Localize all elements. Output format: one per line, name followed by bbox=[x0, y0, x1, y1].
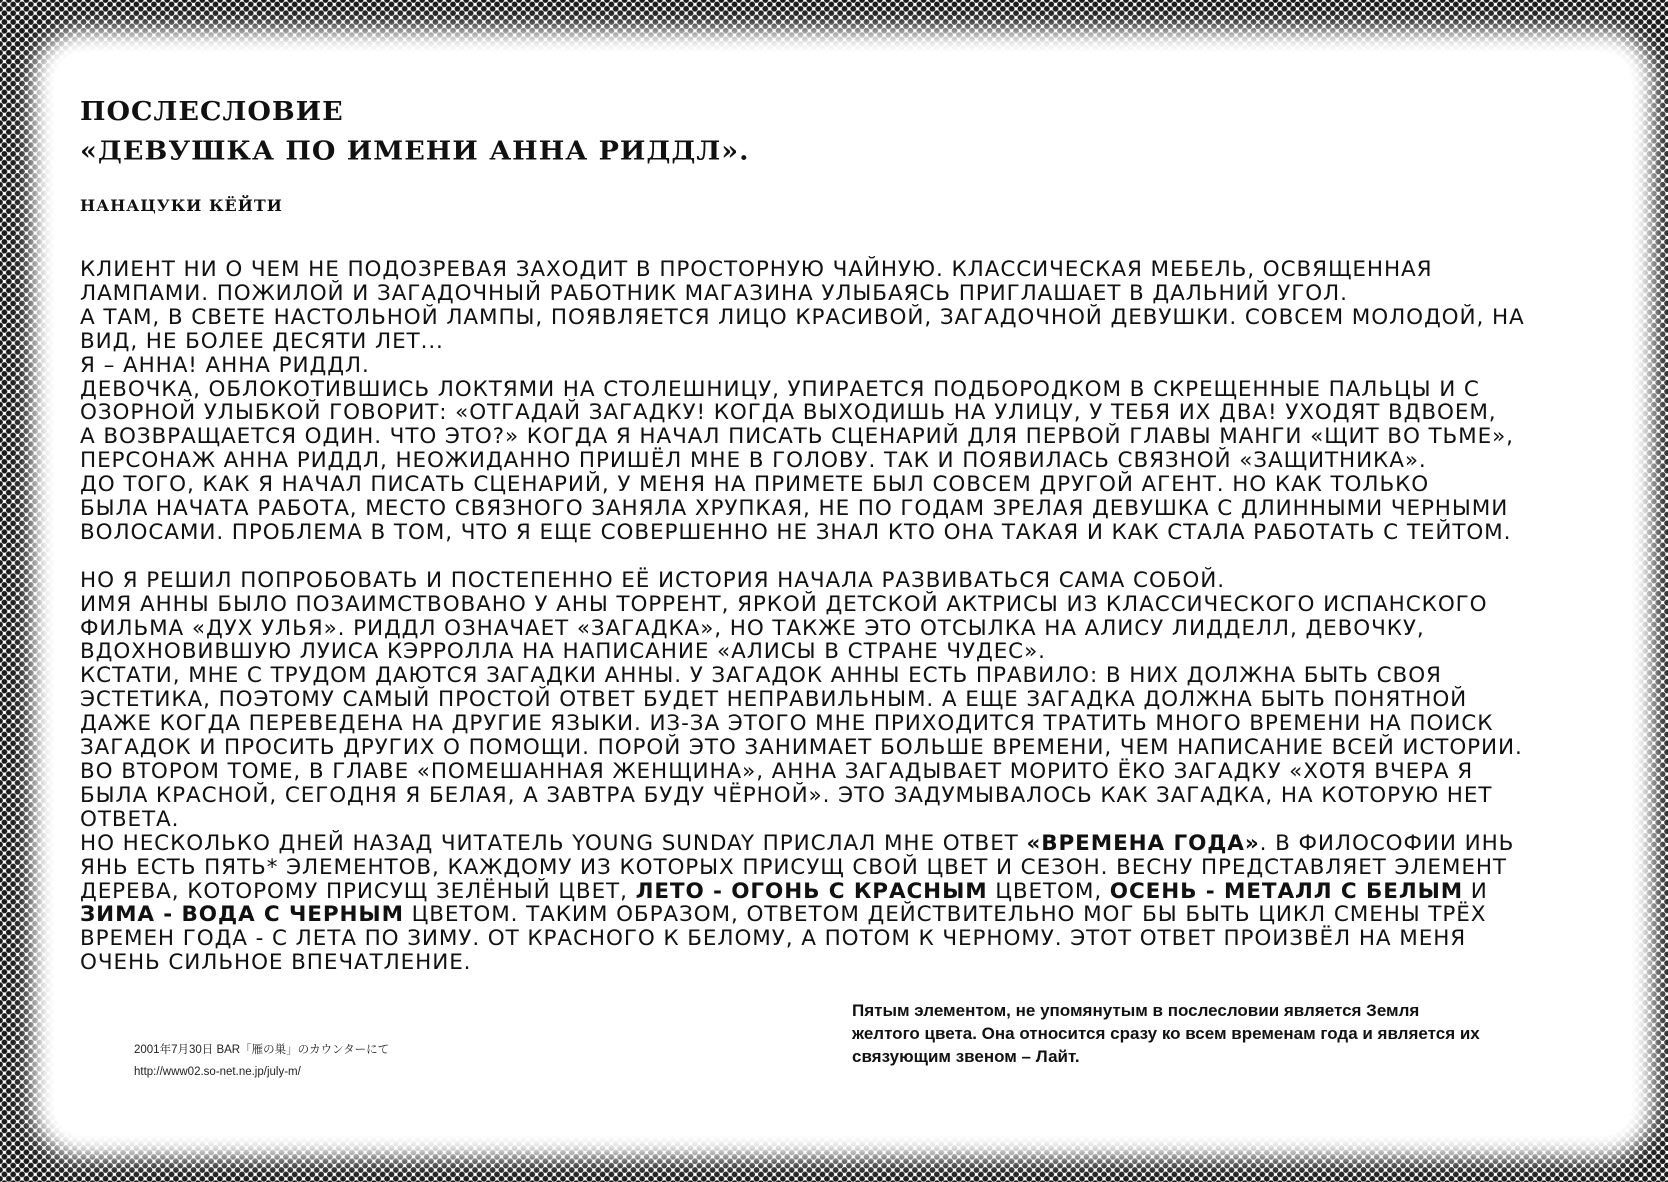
body-line bbox=[80, 903, 1540, 927]
body-text: НО НЕСКОЛЬКО ДНЕЙ НАЗАД ЧИТАТЕЛЬ YOUNG SUNDAY ПРИСЛАЛ МНЕ ОТВЕТ bbox=[80, 830, 1027, 856]
title-line-1: ПОСЛЕСЛОВИЕ bbox=[80, 96, 344, 128]
body-line: ПЕРСОНАЖ АННА РИДДЛ, НЕОЖИДАННО ПРИШЁЛ МНЕ В ГОЛОВУ. ТАК И ПОЯВИЛАСЬ СВЯЗНОЙ «ЗАЩИТНИКА». bbox=[80, 448, 1427, 474]
body-line: ЭСТЕТИКА, ПОЭТОМУ САМЫЙ ПРОСТОЙ ОТВЕТ БУДЕТ НЕПРАВИЛЬНЫМ. А ЕЩЕ ЗАГАДКА ДОЛЖНА БЫТЬ ПОНЯТНОЙ bbox=[80, 687, 1468, 713]
body-line: ВО ВТОРОМ ТОМЕ, В ГЛАВЕ «ПОМЕШАННАЯ ЖЕНЩИНА», АННА ЗАГАДЫВАЕТ МОРИТО ЁКО ЗАГАДКУ «ХОТЯ ВЧЕРА Я bbox=[80, 759, 1474, 785]
body-line: БЫЛА КРАСНОЙ, СЕГОДНЯ Я БЕЛАЯ, А ЗАВТРА БУДУ ЧЁРНОЙ». ЭТО ЗАДУМЫВАЛОСЬ КАК ЗАГАДКА, НА КОТОРУЮ НЕТ bbox=[80, 782, 1493, 808]
afterword-title bbox=[80, 93, 750, 171]
translator-footnote bbox=[852, 999, 1592, 1068]
body-line: ФИЛЬМА «ДУХ УЛЬЯ». РИДДЛ ОЗНАЧАЕТ «ЗАГАДКА», НО ТАКЖЕ ЭТО ОТСЫЛКА НА АЛИСУ ЛИДДЕЛЛ, ДЕВОЧКУ, bbox=[80, 615, 1425, 641]
footnote-line: связующим звеном – Лайт. bbox=[852, 1047, 1080, 1066]
body-line: КСТАТИ, МНЕ С ТРУДОМ ДАЮТСЯ ЗАГАДКИ АННЫ. У ЗАГАДОК АННЫ ЕСТЬ ПРАВИЛО: В НИХ ДОЛЖНА БЫТЬ СВОЯ bbox=[80, 663, 1442, 689]
footnote-line: желтого цвета. Она относится сразу ко всем временам года и является их bbox=[852, 1024, 1480, 1043]
title-line-2: «ДЕВУШКА ПО ИМЕНИ АННА РИДДЛ». bbox=[80, 135, 750, 167]
body-bold-text: ЗИМА - ВОДА С ЧЕРНЫМ bbox=[80, 902, 404, 928]
body-line: КЛИЕНТ НИ О ЧЕМ НЕ ПОДОЗРЕВАЯ ЗАХОДИТ В ПРОСТОРНУЮ ЧАЙНУЮ. КЛАССИЧЕСКАЯ МЕБЕЛЬ, ОСВЯЩЕННАЯ bbox=[80, 257, 1433, 282]
afterword-body bbox=[80, 258, 1540, 975]
body-line: ЯНЬ ЕСТЬ ПЯТЬ* ЭЛЕМЕНТОВ, КАЖДОМУ ИЗ КОТОРЫХ ПРИСУЩ СВОЙ ЦВЕТ И СЕЗОН. ВЕСНУ ПРЕДСТАВЛЯЕТ ЭЛЕМЕНТ bbox=[80, 854, 1507, 880]
body-line: ЛАМПАМИ. ПОЖИЛОЙ И ЗАГАДОЧНЫЙ РАБОТНИК МАГАЗИНА УЛЫБАЯСЬ ПРИГЛАШАЕТ В ДАЛЬНИЙ УГОЛ. bbox=[80, 280, 1348, 306]
body-line bbox=[80, 880, 1540, 904]
signature-url: http://www02.so-net.ne.jp/july-m/ bbox=[134, 1066, 301, 1078]
body-line: ДО ТОГО, КАК Я НАЧАЛ ПИСАТЬ СЦЕНАРИЙ, У МЕНЯ НА ПРИМЕТЕ БЫЛ СОВСЕМ ДРУГОЙ АГЕНТ. НО КАК ТОЛЬКО bbox=[80, 472, 1430, 498]
body-bold-text: «ВРЕМЕНА ГОДА» bbox=[1026, 830, 1260, 856]
author-signature bbox=[134, 1039, 389, 1083]
body-text: ЦВЕТОМ. ТАКИМ ОБРАЗОМ, ОТВЕТОМ ДЕЙСТВИТЕЛЬНО МОГ БЫ БЫТЬ ЦИКЛ СМЕНЫ ТРЁХ bbox=[403, 902, 1487, 928]
body-line: ВРЕМЕН ГОДА - С ЛЕТА ПО ЗИМУ. ОТ КРАСНОГО К БЕЛОМУ, А ПОТОМ К ЧЕРНОМУ. ЭТОТ ОТВЕТ ПРОИЗВЁЛ НА МЕНЯ bbox=[80, 926, 1467, 952]
body-line: ОЧЕНЬ СИЛЬНОЕ ВПЕЧАТЛЕНИЕ. bbox=[80, 950, 472, 976]
body-bold-text: ОСЕНЬ - МЕТАЛЛ С БЕЛЫМ bbox=[1109, 878, 1464, 904]
body-line: ВОЛОСАМИ. ПРОБЛЕМА В ТОМ, ЧТО Я ЕЩЕ СОВЕРШЕННО НЕ ЗНАЛ КТО ОНА ТАКАЯ И КАК СТАЛА РАБОТАТЬ С ТЕЙТОМ. bbox=[80, 519, 1512, 545]
body-line: ВДОХНОВИВШУЮ ЛУИСА КЭРРОЛЛА НА НАПИСАНИЕ «АЛИСЫ В СТРАНЕ ЧУДЕС». bbox=[80, 639, 1046, 665]
body-bold-text: ЛЕТО - ОГОНЬ С КРАСНЫМ bbox=[635, 878, 988, 904]
body-line: БЫЛА НАЧАТА РАБОТА, МЕСТО СВЯЗНОГО ЗАНЯЛА ХРУПКАЯ, НЕ ПО ГОДАМ ЗРЕЛАЯ ДЕВУШКА С ДЛИННЫМИ ЧЕРНЫМИ bbox=[80, 496, 1509, 522]
body-line: ЗАГАДОК И ПРОСИТЬ ДРУГИХ О ПОМОЩИ. ПОРОЙ ЭТО ЗАНИМАЕТ БОЛЬШЕ ВРЕМЕНИ, ЧЕМ НАПИСАНИЕ ВСЕЙ ИСТОРИИ. bbox=[80, 735, 1523, 761]
body-text: И bbox=[1463, 878, 1488, 904]
body-line: НО Я РЕШИЛ ПОПРОБОВАТЬ И ПОСТЕПЕННО ЕЁ ИСТОРИЯ НАЧАЛА РАЗВИВАТЬСЯ САМА СОБОЙ. bbox=[80, 567, 1225, 593]
body-text: ЦВЕТОМ, bbox=[987, 878, 1110, 904]
body-line: ДЕВОЧКА, ОБЛОКОТИВШИСЬ ЛОКТЯМИ НА СТОЛЕШНИЦУ, УПИРАЕТСЯ ПОДБОРОДКОМ В СКРЕЩЕННЫЕ ПАЛЬЦЫ И С bbox=[80, 376, 1480, 402]
body-text: . В ФИЛОСОФИИ ИНЬ bbox=[1259, 830, 1515, 856]
body-line: ДАЖЕ КОГДА ПЕРЕВЕДЕНА НА ДРУГИЕ ЯЗЫКИ. ИЗ-ЗА ЭТОГО МНЕ ПРИХОДИТСЯ ТРАТИТЬ МНОГО ВРЕМЕНИ НА ПОИСК bbox=[80, 711, 1494, 737]
body-line: Я – АННА! АННА РИДДЛ. bbox=[80, 352, 370, 378]
footnote-line: Пятым элементом, не упомянутым в послесловии является Земля bbox=[852, 1001, 1420, 1020]
body-line: А ВОЗВРАЩАЕТСЯ ОДИН. ЧТО ЭТО?» КОГДА Я НАЧАЛ ПИСАТЬ СЦЕНАРИЙ ДЛЯ ПЕРВОЙ ГЛАВЫ МАНГИ «ЩИТ ВО ТЬМЕ», bbox=[80, 424, 1514, 450]
body-line: ИМЯ АННЫ БЫЛО ПОЗАИМСТВОВАНО У АНЫ ТОРРЕНТ, ЯРКОЙ ДЕТСКОЙ АКТРИСЫ ИЗ КЛАССИЧЕСКОГО ИСПАНСКОГО bbox=[80, 591, 1488, 617]
body-line: ОЗОРНОЙ УЛЫБКОЙ ГОВОРИТ: «ОТГАДАЙ ЗАГАДКУ! КОГДА ВЫХОДИШЬ НА УЛИЦУ, У ТЕБЯ ИХ ДВА! УХОДЯТ ВДВОЕМ, bbox=[80, 400, 1497, 426]
body-line bbox=[80, 832, 1540, 856]
body-line: А ТАМ, В СВЕТЕ НАСТОЛЬНОЙ ЛАМПЫ, ПОЯВЛЯЕТСЯ ЛИЦО КРАСИВОЙ, ЗАГАДОЧНОЙ ДЕВУШКИ. СОВСЕМ МОЛОДОЙ, НА bbox=[80, 304, 1525, 330]
body-line: ОТВЕТА. bbox=[80, 806, 180, 832]
body-text: ДЕРЕВА, КОТОРОМУ ПРИСУЩ ЗЕЛЁНЫЙ ЦВЕТ, bbox=[80, 878, 636, 904]
author-name: НАНАЦУКИ КЁЙТИ bbox=[80, 196, 283, 215]
body-line: ВИД, НЕ БОЛЕЕ ДЕСЯТИ ЛЕТ... bbox=[80, 328, 444, 354]
signature-date: 2001年7月30日 BAR「雁の巣」のカウンターにて bbox=[134, 1044, 390, 1056]
